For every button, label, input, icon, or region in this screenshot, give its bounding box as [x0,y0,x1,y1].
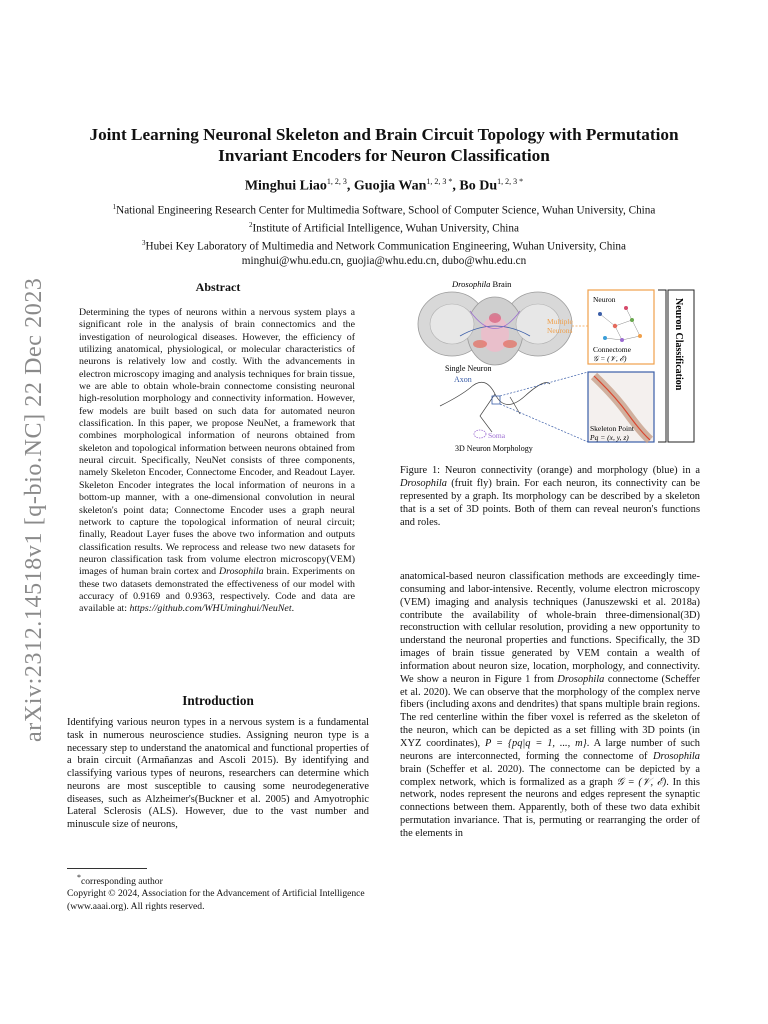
author-sup: 1, 2, 3 [326,177,347,186]
footnote [67,872,367,913]
code-link[interactable]: https://github.com/WHUminghui/NeuNet [129,603,292,615]
zoom-line [500,404,588,442]
abstract-heading: Abstract [195,280,241,294]
affiliation-sup: 2 [249,220,253,229]
skeleton-point-label: Skeleton Point [590,424,634,433]
figure-1-diagram [400,276,700,456]
brain-label: Drosophila Brain [452,279,512,289]
math-inline: 𝒢 = (𝒱, ℰ) [616,776,667,788]
abstract-part: Determining the types of neurons within a nervous system plays a significant role in the analysis of brain connectomics and the investigation of neurological diseases. However, the efficiency of utilizing anatomical, physiological, or molecular characteristics of neurons is relatively low and costly. With the advancements in electron microscopy imaging and analysis techniques for brain tissue, we are able to obtain whole-brain connectome consisting neuronal high-resolution morphology and connectivity information. However, few models are built based on such data for automated neuron classification. In this paper, we propose NeuNet, a framework that combines morphological information of neurons obtained from skeleton and topological information between neurons obtained from neural circuit. Specifically, NeuNet consists of three components, namely Skeleton Encoder, Connectome Encoder, and Readout Layer. Skeleton Encoder integrates the local information of neurons in a bottom-up manner, with a one-dimensional convolution in neural skeleton's point data; Connectome Encoder uses a graph neural network to capture the topological information of neural circuit; finally, Readout Layer fuses the above two information and outputs classification results. We reprocess and release two new datasets for neuron classification task from volume electron microscopy(VEM) images of human brain cortex and [79,307,355,578]
multiple-neurons-label: Multiple [547,317,573,326]
footnote-divider [67,868,147,869]
arxiv-sidebar-stamp [14,258,48,744]
abstract-part: brain. Experiments on these two datasets demonstrated the effectiveness of our model with accuracy of 0.9169 and 0.9363, respectively. Code and data are available at: [79,566,355,615]
author-name: Bo Du [459,178,498,194]
neuron-morphology-drawing [440,382,550,432]
caption-italic: Drosophila [400,477,447,489]
figure-1-caption [400,465,700,530]
affiliations [70,200,698,268]
author-sup: 1, 2, 3 * [497,177,524,186]
body-part: . In this network, nodes represent the neurons and edges represent the synaptic connections between them. Apparently, both of these two data exhibit permutation invariance. That is, permuting or rearranging the order of the elements in [400,776,700,839]
affiliation-text: Hubei Key Laboratory of Multimedia and Network Communication Engineering, Wuhan University, China [145,240,626,253]
multiple-neurons-label: Neurons [547,326,573,335]
arxiv-id: arXiv:2312.14518v1 [q-bio.NC] 22 Dec 2023 [21,277,47,742]
body-italic: Drosophila [653,750,700,762]
affiliation-line [70,218,698,236]
corresponding-author-note: *corresponding author [77,873,163,888]
body-part: brain (Scheffer et al. 2020). The connectome can be depicted by a complex network, which is formalized as a graph [400,763,700,788]
introduction-text: Identifying various neuron types in a nervous system is a fundamental task in numerous neuroscience studies. Assigning neuron type is a necessary step to understand the anatomical and functional properties of a brain circuit (Armañanzas and Ascoli 2015). By identifying and classifying various types of neurons, researchers can determine which neurons are most susceptible to causing some neurodegenerative diseases, such as Alzheimer's(Buckner et al. 2005) and Amyotrophic Lateral Sclerosis (ALS). However, due to the vast number and minuscule size of neurons, [67,717,369,830]
footnote-text: corresponding author [81,876,163,888]
introduction-heading: Introduction [182,693,254,708]
right-column-text [400,571,700,841]
author-name: Minghui Liao [244,178,327,194]
axon-label: Axon [454,375,472,384]
zoom-line [500,372,588,396]
affiliation-line [70,200,698,218]
neuron-label: Neuron [593,295,616,304]
morphology-label: 3D Neuron Morphology [455,444,533,453]
affiliation-line [70,236,698,254]
math-inline: P = {pq|q = 1, ..., m} [485,737,587,749]
affiliation-sup: 1 [112,203,117,211]
copyright-notice: Copyright © 2024, Association for the Advancement of Artificial Intelligence (www.aaai.org). All rights reserved. [67,888,365,912]
author-list: Minghui Liao$^{1, 2, 3}$, Guojia Wan$^{1, 2, 3 *}$, Bo $Du^{1, 2, 3 *}$ [244,177,524,194]
soma-label: Soma [488,431,506,440]
author-name: Guojia Wan [353,178,427,194]
caption-part: (fruit fly) brain. For each neuron, its connectivity can be represented by a graph. Its morphology can be described by a skeleton that is a set of 3D points. Both of them can reveal neuron's functions and roles. [400,477,700,528]
paper-title: Joint Learning Neuronal Skeleton and Brain Circuit Topology with Permutation Invariant Encoders for Neuron Classification [89,125,679,165]
connectome-graph [600,308,640,340]
body-part: . A large number of such neurons are interconnected, forming the connectome of [400,737,700,762]
affiliation-text: Institute of Artificial Intelligence, Wuhan University, China [252,222,519,235]
skeleton-formula: Pq = (x, y, z) [590,433,629,442]
classification-bracket [658,290,666,442]
soma-marker [474,430,486,438]
abstract-text [79,307,355,616]
abstract-part: . [291,603,295,615]
figure-1 [400,276,700,456]
connectome-formula: 𝒢 = (𝒱, ℰ) [593,354,627,363]
single-neuron-label: Single Neuron [445,364,492,373]
connectome-label: Connectome [593,345,631,354]
author-emails: minghui@whu.edu.cn, guojia@whu.edu.cn, dubo@whu.edu.cn [241,254,527,267]
classification-label: Neuron Classification [673,298,684,391]
body-part: connectome (Scheffer et al. 2020). We can observe that the morphology of the complex nerve fibers (including axons and dendrites) that spans multiple brain regions. The red centerline within the fiber voxel is referred as the skeleton of the neuron, which can be depicted as a set filling with 3D points (in XYZ coordinates), [400,673,701,749]
caption-part: Figure 1: Neuron connectivity (orange) and morphology (blue) in a [400,465,700,476]
affiliation-sup: 3 [141,238,146,247]
affiliation-text: National Engineering Research Center for Multimedia Software, School of Computer Science, Wuhan University, China [116,204,656,217]
body-italic: Drosophila [557,673,605,685]
author-sup: 1, 2, 3 * [426,177,453,186]
abstract-italic: Drosophila [218,566,264,578]
body-part: anatomical-based neuron classification methods are exceedingly time-consuming and labor-intensive. Recently, volume electron microscopy (VEM) imaging and analysis techniques (Januszewski et al. 2018a) contribute the availability of whole-brain three-dimensional(3D) reconstruction with cellular resolution, providing a new opportunity to understand the neuronal properties and functions. Specifically, the 3D images of brain tissue generated by VEM contain a wealth of information about neuron size, location, morphology, and connectivity. We show a neuron in Figure 1 from [400,571,700,685]
